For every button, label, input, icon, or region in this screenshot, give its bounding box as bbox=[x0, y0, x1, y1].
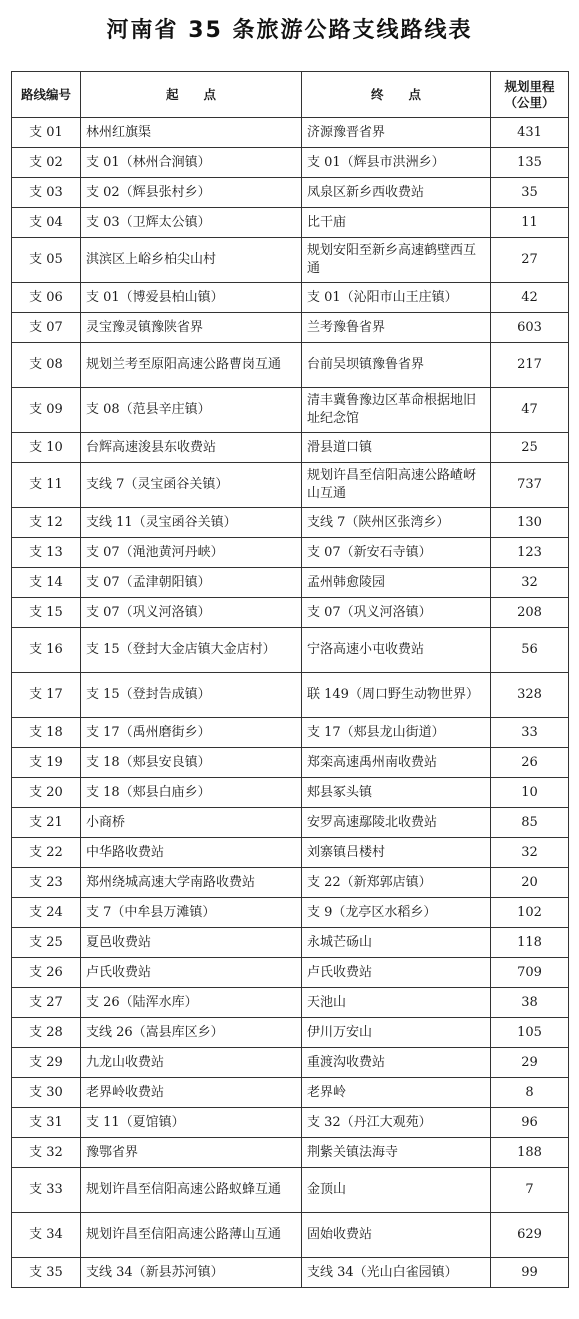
route-code: 支 02 bbox=[12, 148, 81, 178]
end-point: 安罗高速鄢陵北收费站 bbox=[302, 808, 491, 838]
end-point: 比干庙 bbox=[302, 208, 491, 238]
end-point: 支 07（巩义河洛镇） bbox=[302, 598, 491, 628]
start-point: 支 17（禹州磨街乡） bbox=[81, 718, 302, 748]
start-point: 规划许昌至信阳高速公路薄山互通 bbox=[81, 1213, 302, 1258]
table-body bbox=[12, 118, 569, 1288]
start-point: 支 26（陆浑水库） bbox=[81, 988, 302, 1018]
planned-length: 105 bbox=[491, 1018, 569, 1048]
end-point: 郏县冢头镇 bbox=[302, 778, 491, 808]
end-point: 滑县道口镇 bbox=[302, 433, 491, 463]
end-point: 永城芒砀山 bbox=[302, 928, 491, 958]
planned-length: 25 bbox=[491, 433, 569, 463]
table-row bbox=[12, 868, 569, 898]
table-row bbox=[12, 1108, 569, 1138]
end-point: 支 9（龙亭区水稻乡） bbox=[302, 898, 491, 928]
planned-length: 603 bbox=[491, 313, 569, 343]
table-row bbox=[12, 748, 569, 778]
table-row bbox=[12, 1078, 569, 1108]
table-row bbox=[12, 343, 569, 388]
planned-length: 96 bbox=[491, 1108, 569, 1138]
route-code: 支 07 bbox=[12, 313, 81, 343]
start-point: 支 11（夏馆镇） bbox=[81, 1108, 302, 1138]
page-title: 河南省 35 条旅游公路支线路线表 bbox=[106, 18, 473, 43]
table-row bbox=[12, 808, 569, 838]
planned-length: 33 bbox=[491, 718, 569, 748]
route-code: 支 10 bbox=[12, 433, 81, 463]
route-code: 支 11 bbox=[12, 463, 81, 508]
route-code: 支 12 bbox=[12, 508, 81, 538]
table-row bbox=[12, 118, 569, 148]
route-code: 支 22 bbox=[12, 838, 81, 868]
planned-length: 26 bbox=[491, 748, 569, 778]
end-point: 支 01（沁阳市山王庄镇） bbox=[302, 283, 491, 313]
start-point: 九龙山收费站 bbox=[81, 1048, 302, 1078]
table-header-row bbox=[12, 72, 569, 118]
start-point: 支 07（孟津朝阳镇） bbox=[81, 568, 302, 598]
planned-length: 118 bbox=[491, 928, 569, 958]
planned-length: 135 bbox=[491, 148, 569, 178]
route-code: 支 15 bbox=[12, 598, 81, 628]
header-start: 起 点 bbox=[81, 72, 302, 118]
table-row bbox=[12, 568, 569, 598]
start-point: 规划兰考至原阳高速公路曹岗互通 bbox=[81, 343, 302, 388]
planned-length: 208 bbox=[491, 598, 569, 628]
start-point: 支 08（范县辛庄镇） bbox=[81, 388, 302, 433]
end-point: 支 17（郏县龙山街道） bbox=[302, 718, 491, 748]
route-code: 支 24 bbox=[12, 898, 81, 928]
end-point: 郑栾高速禹州南收费站 bbox=[302, 748, 491, 778]
table-row bbox=[12, 1018, 569, 1048]
route-code: 支 25 bbox=[12, 928, 81, 958]
planned-length: 27 bbox=[491, 238, 569, 283]
planned-length: 56 bbox=[491, 628, 569, 673]
planned-length: 328 bbox=[491, 673, 569, 718]
end-point: 规划安阳至新乡高速鹤壁西互通 bbox=[302, 238, 491, 283]
end-point: 天池山 bbox=[302, 988, 491, 1018]
start-point: 豫鄂省界 bbox=[81, 1138, 302, 1168]
table-row bbox=[12, 538, 569, 568]
end-point: 老界岭 bbox=[302, 1078, 491, 1108]
route-code: 支 34 bbox=[12, 1213, 81, 1258]
table-row bbox=[12, 208, 569, 238]
end-point: 固始收费站 bbox=[302, 1213, 491, 1258]
end-point: 济源豫晋省界 bbox=[302, 118, 491, 148]
start-point: 支 03（卫辉太公镇） bbox=[81, 208, 302, 238]
start-point: 支 07（渑池黄河丹峡） bbox=[81, 538, 302, 568]
route-code: 支 20 bbox=[12, 778, 81, 808]
table-row bbox=[12, 148, 569, 178]
table-row bbox=[12, 1213, 569, 1258]
route-code: 支 18 bbox=[12, 718, 81, 748]
start-point: 支 15（登封告成镇） bbox=[81, 673, 302, 718]
end-point: 清丰冀鲁豫边区革命根据地旧址纪念馆 bbox=[302, 388, 491, 433]
route-code: 支 17 bbox=[12, 673, 81, 718]
end-point: 支 22（新郑郭店镇） bbox=[302, 868, 491, 898]
route-code: 支 28 bbox=[12, 1018, 81, 1048]
route-code: 支 31 bbox=[12, 1108, 81, 1138]
end-point: 支线 7（陕州区张湾乡） bbox=[302, 508, 491, 538]
planned-length: 32 bbox=[491, 838, 569, 868]
planned-length: 217 bbox=[491, 343, 569, 388]
start-point: 支 02（辉县张村乡） bbox=[81, 178, 302, 208]
route-code: 支 13 bbox=[12, 538, 81, 568]
table-row bbox=[12, 463, 569, 508]
start-point: 支 18（郏县安良镇） bbox=[81, 748, 302, 778]
table-row bbox=[12, 508, 569, 538]
header-length-line2: （公里） bbox=[504, 94, 555, 110]
end-point: 支线 34（光山白雀园镇） bbox=[302, 1258, 491, 1288]
planned-length: 29 bbox=[491, 1048, 569, 1078]
planned-length: 10 bbox=[491, 778, 569, 808]
end-point: 兰考豫鲁省界 bbox=[302, 313, 491, 343]
start-point: 支线 26（嵩县库区乡） bbox=[81, 1018, 302, 1048]
route-code: 支 04 bbox=[12, 208, 81, 238]
table-row bbox=[12, 988, 569, 1018]
table-row bbox=[12, 673, 569, 718]
table-row bbox=[12, 1258, 569, 1288]
start-point: 支 7（中牟县万滩镇） bbox=[81, 898, 302, 928]
planned-length: 8 bbox=[491, 1078, 569, 1108]
start-point: 支 07（巩义河洛镇） bbox=[81, 598, 302, 628]
start-point: 支线 7（灵宝函谷关镇） bbox=[81, 463, 302, 508]
end-point: 联 149（周口野生动物世界） bbox=[302, 673, 491, 718]
table-row bbox=[12, 238, 569, 283]
planned-length: 431 bbox=[491, 118, 569, 148]
planned-length: 629 bbox=[491, 1213, 569, 1258]
planned-length: 102 bbox=[491, 898, 569, 928]
planned-length: 32 bbox=[491, 568, 569, 598]
planned-length: 42 bbox=[491, 283, 569, 313]
table-row bbox=[12, 628, 569, 673]
end-point: 规划许昌至信阳高速公路嵖岈山互通 bbox=[302, 463, 491, 508]
table-row bbox=[12, 598, 569, 628]
table-row bbox=[12, 898, 569, 928]
route-code: 支 05 bbox=[12, 238, 81, 283]
planned-length: 99 bbox=[491, 1258, 569, 1288]
start-point: 支 15（登封大金店镇大金店村） bbox=[81, 628, 302, 673]
route-code: 支 09 bbox=[12, 388, 81, 433]
planned-length: 20 bbox=[491, 868, 569, 898]
planned-length: 35 bbox=[491, 178, 569, 208]
end-point: 伊川万安山 bbox=[302, 1018, 491, 1048]
end-point: 台前吴坝镇豫鲁省界 bbox=[302, 343, 491, 388]
route-code: 支 06 bbox=[12, 283, 81, 313]
end-point: 支 07（新安石寺镇） bbox=[302, 538, 491, 568]
start-point: 小商桥 bbox=[81, 808, 302, 838]
start-point: 淇滨区上峪乡柏尖山村 bbox=[81, 238, 302, 283]
table-row bbox=[12, 433, 569, 463]
start-point: 支线 11（灵宝函谷关镇） bbox=[81, 508, 302, 538]
header-length bbox=[491, 72, 569, 118]
planned-length: 188 bbox=[491, 1138, 569, 1168]
route-code: 支 35 bbox=[12, 1258, 81, 1288]
start-point: 支 18（郏县白庙乡） bbox=[81, 778, 302, 808]
end-point: 支 01（辉县市洪洲乡） bbox=[302, 148, 491, 178]
start-point: 支线 34（新县苏河镇） bbox=[81, 1258, 302, 1288]
route-code: 支 27 bbox=[12, 988, 81, 1018]
table-row bbox=[12, 778, 569, 808]
start-point: 老界岭收费站 bbox=[81, 1078, 302, 1108]
planned-length: 7 bbox=[491, 1168, 569, 1213]
start-point: 支 01（林州合涧镇） bbox=[81, 148, 302, 178]
start-point: 林州红旗渠 bbox=[81, 118, 302, 148]
route-code: 支 29 bbox=[12, 1048, 81, 1078]
end-point: 荆紫关镇法海寺 bbox=[302, 1138, 491, 1168]
route-code: 支 23 bbox=[12, 868, 81, 898]
end-point: 宁洛高速小屯收费站 bbox=[302, 628, 491, 673]
route-code: 支 03 bbox=[12, 178, 81, 208]
planned-length: 709 bbox=[491, 958, 569, 988]
planned-length: 38 bbox=[491, 988, 569, 1018]
planned-length: 123 bbox=[491, 538, 569, 568]
planned-length: 737 bbox=[491, 463, 569, 508]
end-point: 卢氏收费站 bbox=[302, 958, 491, 988]
start-point: 支 01（博爱县柏山镇） bbox=[81, 283, 302, 313]
start-point: 卢氏收费站 bbox=[81, 958, 302, 988]
start-point: 夏邑收费站 bbox=[81, 928, 302, 958]
planned-length: 47 bbox=[491, 388, 569, 433]
planned-length: 85 bbox=[491, 808, 569, 838]
start-point: 台辉高速浚县东收费站 bbox=[81, 433, 302, 463]
route-table bbox=[11, 71, 569, 1288]
end-point: 孟州韩愈陵园 bbox=[302, 568, 491, 598]
table-row bbox=[12, 178, 569, 208]
header-end: 终 点 bbox=[302, 72, 491, 118]
route-code: 支 26 bbox=[12, 958, 81, 988]
table-row bbox=[12, 958, 569, 988]
table-row bbox=[12, 313, 569, 343]
table-row bbox=[12, 928, 569, 958]
start-point: 灵宝豫灵镇豫陕省界 bbox=[81, 313, 302, 343]
end-point: 凤泉区新乡西收费站 bbox=[302, 178, 491, 208]
route-code: 支 19 bbox=[12, 748, 81, 778]
start-point: 中华路收费站 bbox=[81, 838, 302, 868]
end-point: 重渡沟收费站 bbox=[302, 1048, 491, 1078]
table-row bbox=[12, 1138, 569, 1168]
end-point: 支 32（丹江大观苑） bbox=[302, 1108, 491, 1138]
route-code: 支 32 bbox=[12, 1138, 81, 1168]
table-row bbox=[12, 1168, 569, 1213]
end-point: 金顶山 bbox=[302, 1168, 491, 1213]
start-point: 规划许昌至信阳高速公路蚁蜂互通 bbox=[81, 1168, 302, 1213]
planned-length: 11 bbox=[491, 208, 569, 238]
planned-length: 130 bbox=[491, 508, 569, 538]
start-point: 郑州绕城高速大学南路收费站 bbox=[81, 868, 302, 898]
header-length-line1: 规划里程 bbox=[504, 78, 555, 94]
route-code: 支 14 bbox=[12, 568, 81, 598]
route-code: 支 08 bbox=[12, 343, 81, 388]
end-point: 刘寨镇吕楼村 bbox=[302, 838, 491, 868]
route-code: 支 21 bbox=[12, 808, 81, 838]
table-row bbox=[12, 838, 569, 868]
route-code: 支 16 bbox=[12, 628, 81, 673]
table-row bbox=[12, 283, 569, 313]
header-code: 路线编号 bbox=[12, 72, 81, 118]
route-code: 支 30 bbox=[12, 1078, 81, 1108]
table-row bbox=[12, 388, 569, 433]
table-row bbox=[12, 718, 569, 748]
table-row bbox=[12, 1048, 569, 1078]
route-code: 支 33 bbox=[12, 1168, 81, 1213]
route-code: 支 01 bbox=[12, 118, 81, 148]
